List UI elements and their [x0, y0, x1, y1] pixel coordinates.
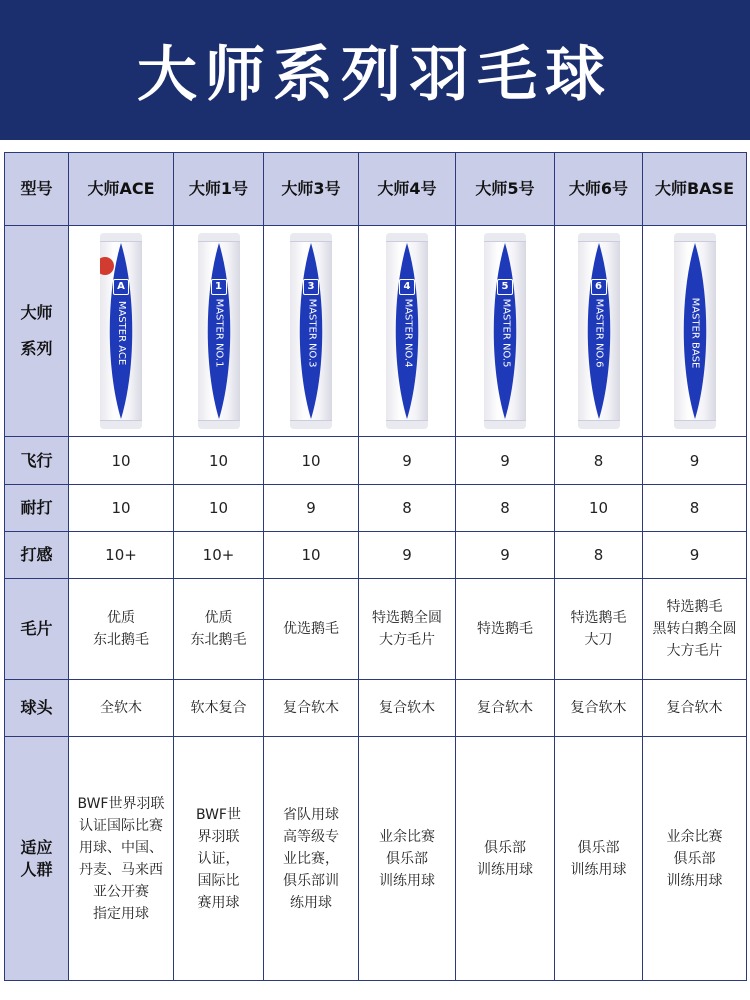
series-label-line: 系列	[20, 339, 53, 358]
cork-head-value: 复合软木	[555, 680, 643, 737]
flight-value: 10	[264, 437, 359, 485]
tube-cap	[100, 233, 142, 242]
shuttlecock-tube-image	[198, 233, 240, 429]
tube-cell	[359, 226, 456, 437]
feel-value: 9	[456, 532, 555, 579]
cell-line: 优选鹅毛	[283, 621, 339, 637]
flight-row	[5, 437, 747, 485]
feather-cell	[264, 579, 359, 680]
feather-cell	[555, 579, 643, 680]
feel-value: 9	[643, 532, 747, 579]
tube-cap	[386, 233, 428, 242]
cell-line: 黑转白鹅全圆	[652, 621, 737, 637]
shuttlecock-tube-image	[578, 233, 620, 429]
cork-head-value: 全软木	[69, 680, 174, 737]
feather-label: 毛片	[5, 579, 69, 680]
shuttlecock-tube-image	[290, 233, 332, 429]
flight-value: 8	[555, 437, 643, 485]
tube-cap	[484, 233, 526, 242]
cell-line: 特选鹅毛	[570, 610, 627, 626]
cell-line: 特选鹅毛	[666, 599, 723, 615]
cell-line: 业余比赛	[379, 828, 435, 845]
tube-text-wrap	[578, 273, 620, 393]
model-badge: 5	[497, 279, 513, 295]
cell-line: 特选鹅毛	[477, 621, 533, 637]
tube-bottom-cap	[386, 420, 428, 429]
durability-value: 10	[555, 485, 643, 532]
series-label	[5, 226, 69, 437]
model-name: 大师5号	[456, 153, 555, 226]
feel-value: 10+	[69, 532, 174, 579]
audience-row	[5, 737, 747, 981]
tube-cap	[198, 233, 240, 242]
feather-cell	[643, 579, 747, 680]
audience-cell	[264, 737, 359, 981]
tube-text-wrap	[100, 273, 142, 393]
cell-line: 俱乐部	[386, 850, 428, 867]
cell-line: 大方毛片	[379, 632, 435, 648]
shuttlecock-tube-image	[484, 233, 526, 429]
tube-cell	[555, 226, 643, 437]
cell-line: 特选鹅全圆	[372, 610, 442, 626]
audience-cell	[69, 737, 174, 981]
cork-head-value: 复合软木	[264, 680, 359, 737]
cork-head-value: 复合软木	[359, 680, 456, 737]
tube-cell	[174, 226, 264, 437]
model-name: 大师4号	[359, 153, 456, 226]
spacer	[0, 140, 750, 152]
tube-cell	[643, 226, 747, 437]
tube-bottom-cap	[100, 420, 142, 429]
flight-value: 9	[456, 437, 555, 485]
model-name: 大师ACE	[69, 153, 174, 226]
cell-line: BWF世	[195, 806, 241, 823]
cell-line: 俱乐部	[673, 850, 716, 867]
model-name: 大师6号	[555, 153, 643, 226]
audience-label-line: 人群	[20, 859, 53, 879]
model-badge: A	[113, 279, 129, 295]
tube-bottom-cap	[290, 420, 332, 429]
tube-cap	[578, 233, 620, 242]
tube-cell	[456, 226, 555, 437]
series-label-line: 大师	[20, 303, 53, 322]
tube-cap	[290, 233, 332, 242]
header-row	[5, 153, 747, 226]
cell-line: 大方毛片	[666, 643, 723, 659]
page-title: 大师系列羽毛球	[137, 40, 613, 110]
feather-row	[5, 579, 747, 680]
cork-head-row	[5, 680, 747, 737]
cell-line: 训练用球	[570, 861, 627, 878]
cell-line: 指定用球	[93, 905, 149, 922]
cell-line: 俱乐部	[484, 839, 526, 856]
model-badge: 6	[591, 279, 607, 295]
tube-model-text: MASTER NO.1	[213, 298, 225, 368]
model-name: 大师3号	[264, 153, 359, 226]
cell-line: 高等级专	[283, 828, 339, 845]
tube-cell	[69, 226, 174, 437]
cell-line: 大刀	[584, 632, 613, 648]
flight-value: 9	[643, 437, 747, 485]
audience-cell	[359, 737, 456, 981]
audience-label	[5, 737, 69, 981]
tube-model-text: MASTER NO.5	[500, 298, 512, 368]
model-badge: 3	[303, 279, 319, 295]
tube-model-text: MASTER BASE	[689, 297, 701, 369]
shuttlecock-tube-image	[100, 233, 142, 429]
feel-value: 8	[555, 532, 643, 579]
tube-bottom-cap	[484, 420, 526, 429]
feel-value: 9	[359, 532, 456, 579]
cell-line: 练用球	[290, 894, 332, 911]
cell-line: BWF世界羽联	[77, 795, 165, 812]
feather-cell	[456, 579, 555, 680]
cell-line: 业比赛，	[283, 850, 339, 867]
flight-label: 飞行	[5, 437, 69, 485]
durability-value: 8	[643, 485, 747, 532]
cell-line: 俱乐部	[577, 839, 620, 856]
model-badge: 4	[399, 279, 415, 295]
shuttlecock-tube-image	[386, 233, 428, 429]
feel-value: 10	[264, 532, 359, 579]
cell-line: 认证，	[197, 850, 240, 867]
tube-model-text: MASTER ACE	[116, 300, 127, 366]
model-name: 大师BASE	[643, 153, 747, 226]
tube-model-text: MASTER NO.3	[306, 298, 318, 368]
audience-cell	[643, 737, 747, 981]
cell-line: 训练用球	[477, 861, 533, 878]
tube-model-text: MASTER NO.6	[593, 298, 605, 368]
feel-row	[5, 532, 747, 579]
durability-value: 9	[264, 485, 359, 532]
cell-line: 训练用球	[666, 872, 723, 889]
flight-value: 10	[174, 437, 264, 485]
durability-value: 10	[174, 485, 264, 532]
cork-head-label: 球头	[5, 680, 69, 737]
cell-line: 丹麦、马来西	[79, 861, 163, 878]
durability-label: 耐打	[5, 485, 69, 532]
audience-cell	[174, 737, 264, 981]
tube-model-text: MASTER NO.4	[402, 298, 414, 368]
cell-line: 赛用球	[197, 894, 240, 911]
tube-bottom-cap	[198, 420, 240, 429]
cell-line: 东北鹅毛	[93, 632, 149, 648]
audience-cell	[555, 737, 643, 981]
tube-text-wrap	[484, 273, 526, 393]
cell-line: 优质	[107, 610, 135, 626]
cell-line: 省队用球	[283, 806, 339, 823]
cell-line: 俱乐部训	[283, 872, 339, 889]
tube-text-wrap	[674, 273, 716, 393]
feel-value: 10+	[174, 532, 264, 579]
tube-cap	[674, 233, 716, 242]
cell-line: 训练用球	[379, 872, 435, 889]
cell-line: 国际比	[197, 872, 240, 889]
tube-text-wrap	[386, 273, 428, 393]
durability-value: 8	[456, 485, 555, 532]
tube-cell	[264, 226, 359, 437]
model-name: 大师1号	[174, 153, 264, 226]
audience-label-line: 适应	[20, 837, 53, 857]
tube-bottom-cap	[674, 420, 716, 429]
durability-value: 8	[359, 485, 456, 532]
feel-label: 打感	[5, 532, 69, 579]
feather-cell	[69, 579, 174, 680]
audience-cell	[456, 737, 555, 981]
cell-line: 界羽联	[197, 828, 240, 845]
cork-head-value: 复合软木	[643, 680, 747, 737]
cork-head-value: 复合软木	[456, 680, 555, 737]
header-label: 型号	[5, 153, 69, 226]
image-row	[5, 226, 747, 437]
flight-value: 10	[69, 437, 174, 485]
cell-line: 优质	[204, 610, 233, 626]
cell-line: 用球、中国、	[79, 839, 163, 856]
model-badge: 1	[211, 279, 227, 295]
durability-row	[5, 485, 747, 532]
tube-bottom-cap	[578, 420, 620, 429]
feather-cell	[359, 579, 456, 680]
shuttlecock-tube-image	[674, 233, 716, 429]
cork-head-value: 软木复合	[174, 680, 264, 737]
cell-line: 业余比赛	[666, 828, 723, 845]
cell-line: 东北鹅毛	[190, 632, 247, 648]
tube-text-wrap	[198, 273, 240, 393]
tube-text-wrap	[290, 273, 332, 393]
comparison-table	[4, 152, 747, 981]
flight-value: 9	[359, 437, 456, 485]
feather-cell	[174, 579, 264, 680]
title-banner	[0, 0, 750, 140]
durability-value: 10	[69, 485, 174, 532]
cell-line: 亚公开赛	[93, 883, 149, 900]
cell-line: 认证国际比赛	[79, 817, 163, 834]
